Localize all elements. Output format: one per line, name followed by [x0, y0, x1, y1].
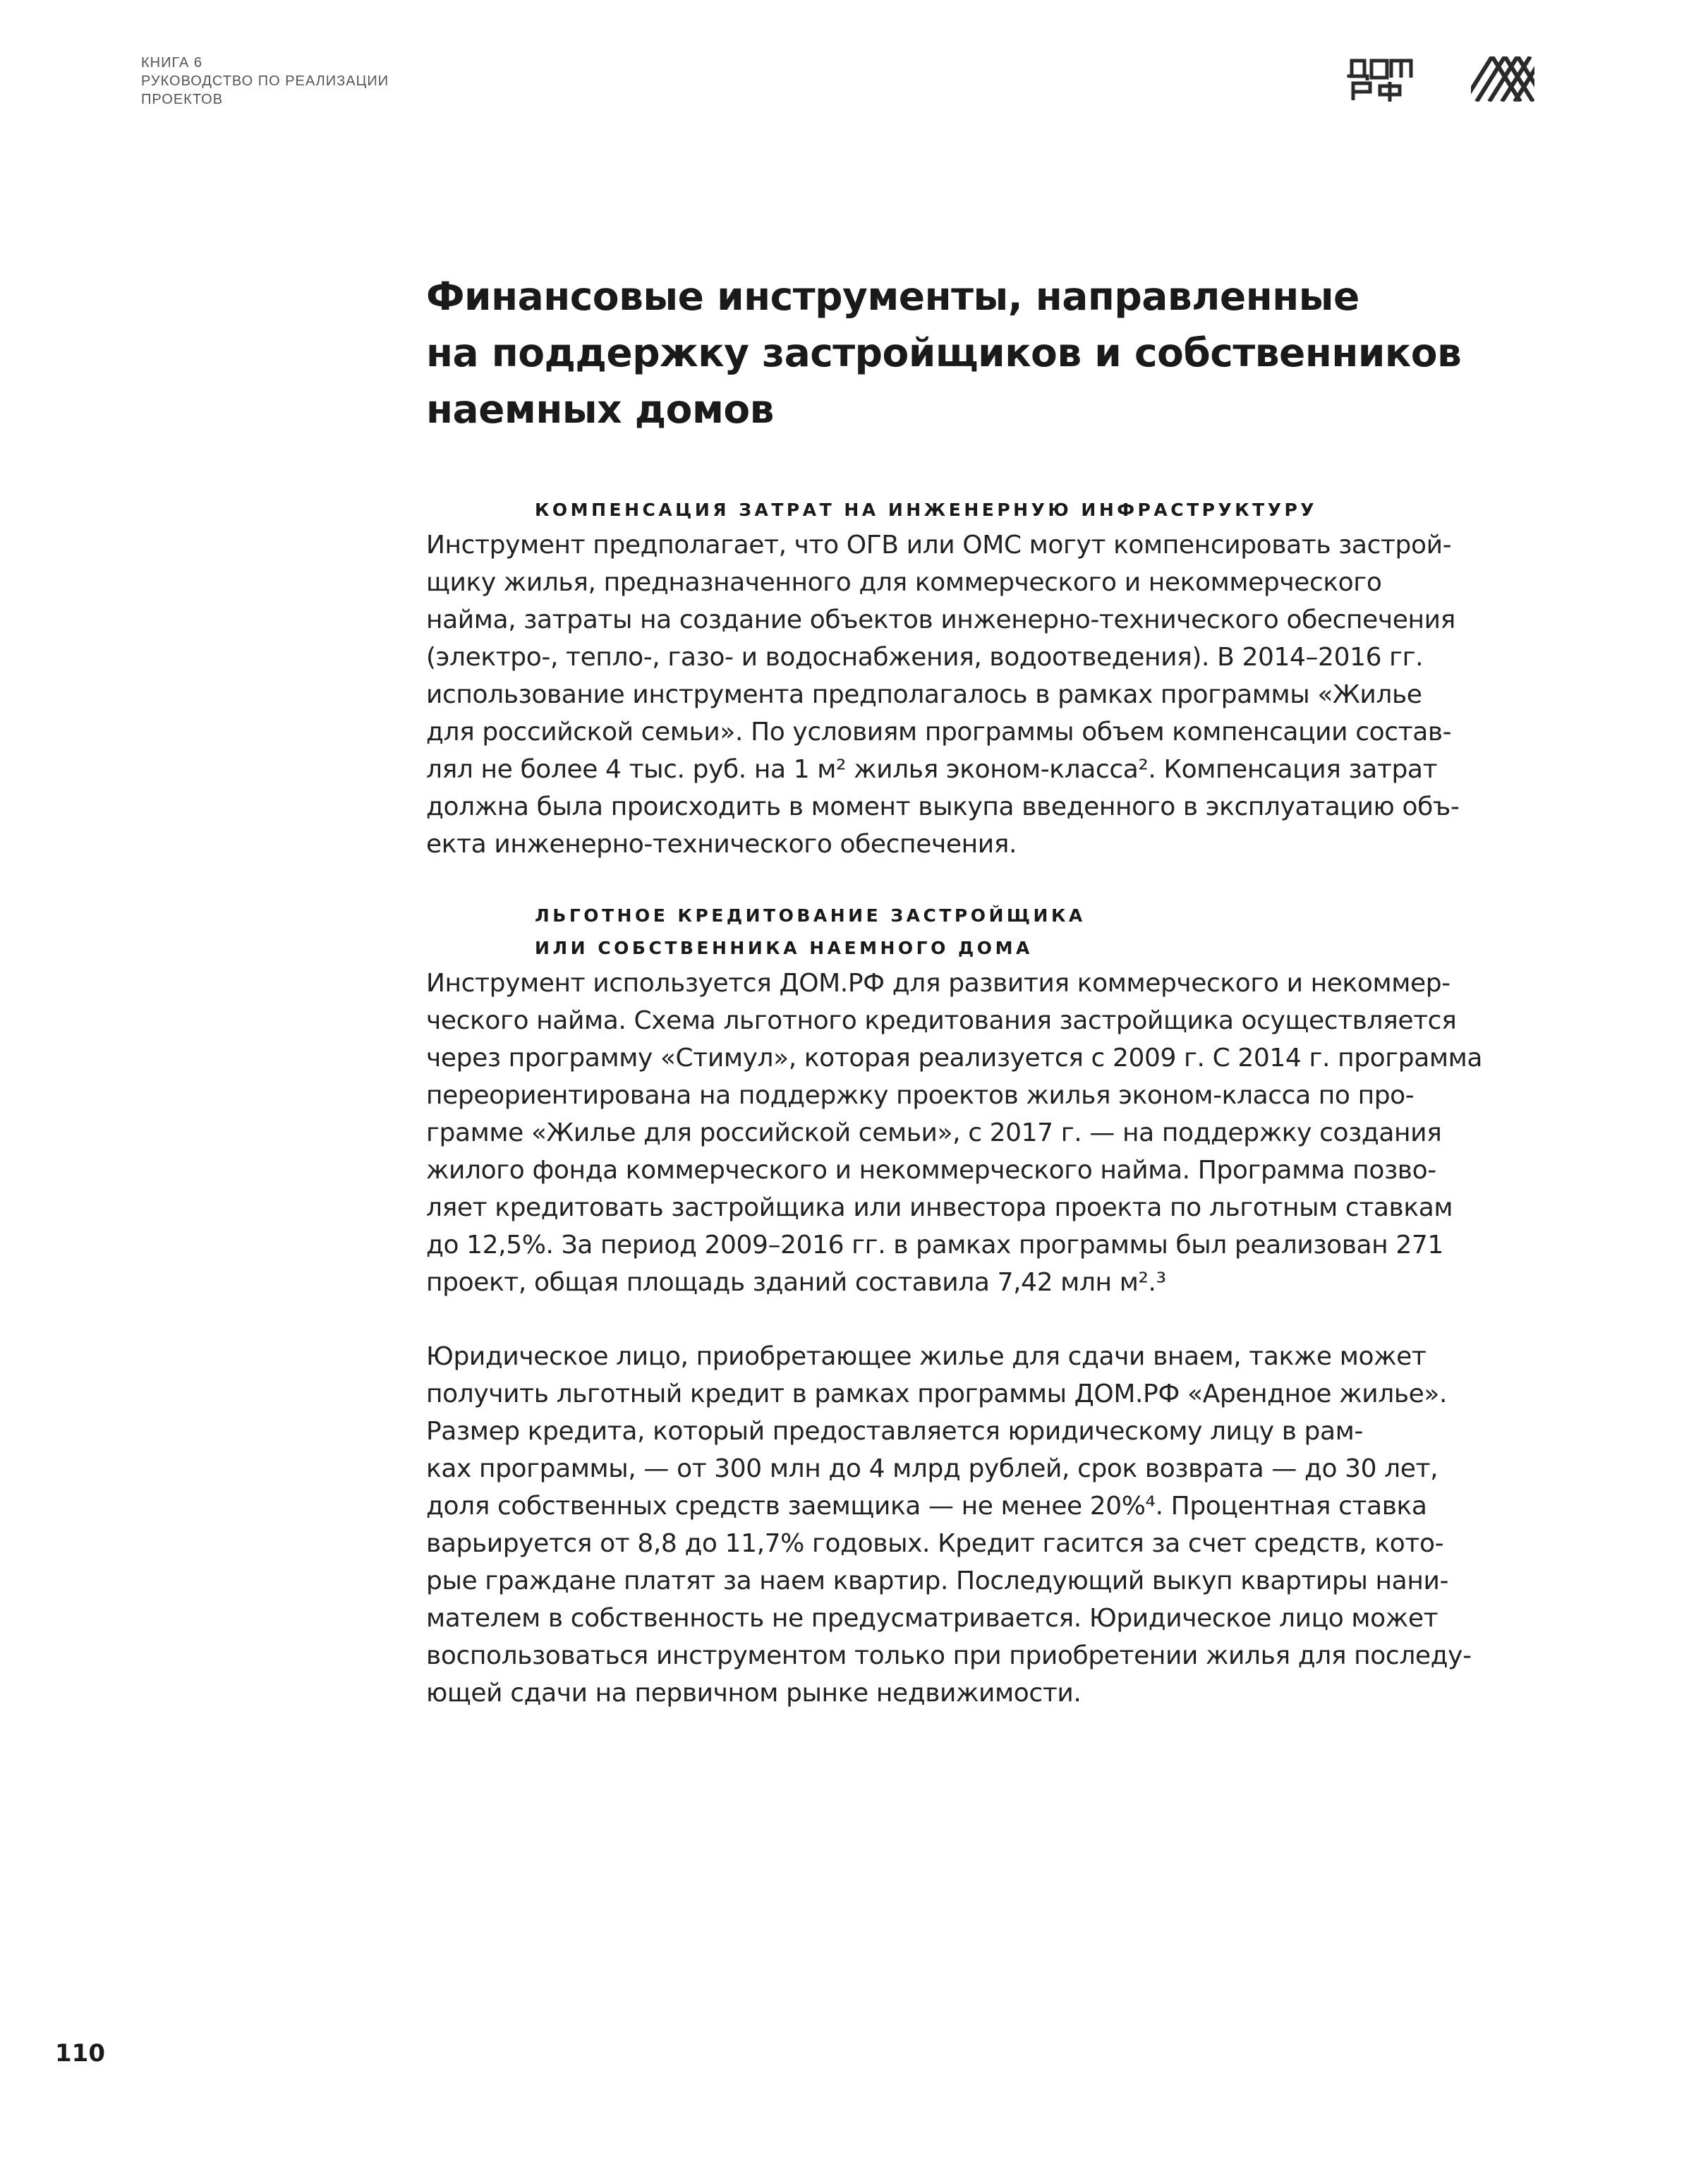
title-line: Финансовые инструменты, направленные	[426, 274, 1359, 319]
section-heading-line: КОМПЕНСАЦИЯ ЗАТРАТ НА ИНЖЕНЕРНУЮ ИНФРАСТРУКТУРУ	[535, 500, 1318, 520]
text-line: до 12,5%. За период 2009–2016 гг. в рамках программы был реализован 271	[426, 1231, 1443, 1260]
section-heading-line: ИЛИ СОБСТВЕННИКА НАЕМНОГО ДОМА	[535, 938, 1033, 958]
text-line: найма, затраты на создание объектов инженерно-технического обеспечения	[426, 605, 1455, 634]
text-line: воспользоваться инструментом только при приобретении жилья для последу-	[426, 1641, 1472, 1670]
text-line: использование инструмента предполагалось в рамках программы «Жилье	[426, 680, 1422, 709]
paragraph-rental-housing	[426, 1338, 1541, 1712]
text-line: (электро-, тепло-, газо- и водоснабжения, водоотведения). В 2014–2016 гг.	[426, 643, 1424, 672]
section-heading-infrastructure	[535, 494, 1541, 526]
text-line: рые граждане платят за наем квартир. Последующий выкуп квартиры нани-	[426, 1567, 1449, 1595]
page-number: 110	[55, 2039, 105, 2068]
text-line: ляет кредитовать застройщика или инвестора проекта по льготным ставкам	[426, 1193, 1453, 1222]
paragraph-preferential-credit	[426, 965, 1541, 1301]
section-heading-preferential-credit	[535, 900, 1541, 965]
running-head	[141, 54, 389, 109]
text-line: переориентирована на поддержку проектов жилья эконом-класса по про-	[426, 1081, 1415, 1110]
section-heading-line: ЛЬГОТНОЕ КРЕДИТОВАНИЕ ЗАСТРОЙЩИКА	[535, 905, 1086, 926]
text-line: щику жилья, предназначенного для коммерческого и некоммерческого	[426, 568, 1382, 597]
main-content	[426, 494, 1541, 1712]
text-line: варьируется от 8,8 до 11,7% годовых. Кредит гасится за счет средств, кото-	[426, 1529, 1444, 1558]
text-line: ческого найма. Схема льготного кредитования застройщика осуществляется	[426, 1006, 1457, 1035]
text-line: должна была происходить в момент выкупа введенного в эксплуатацию объ-	[426, 792, 1460, 821]
section-spacer	[426, 863, 1541, 900]
text-line: лял не более 4 тыс. руб. на 1 м² жилья эконом-класса². Компенсация затрат	[426, 755, 1438, 784]
running-head-line: РУКОВОДСТВО ПО РЕАЛИЗАЦИИ	[141, 73, 389, 89]
text-line: через программу «Стимул», которая реализуется с 2009 г. С 2014 г. программа	[426, 1044, 1483, 1073]
text-line: получить льготный кредит в рамках программы ДОМ.РФ «Арендное жилье».	[426, 1380, 1448, 1408]
page-title	[426, 268, 1555, 437]
text-line: мателем в собственность не предусматривается. Юридическое лицо может	[426, 1604, 1439, 1633]
text-line: ющей сдачи на первичном рынке недвижимости.	[426, 1679, 1082, 1708]
text-line: для российской семьи». По условиям программы объем компенсации состав-	[426, 718, 1452, 747]
text-line: Юридическое лицо, приобретающее жилье для сдачи внаем, также может	[426, 1342, 1427, 1371]
text-line: Размер кредита, который предоставляется юридическому лицу в рам-	[426, 1417, 1364, 1446]
text-line: проект, общая площадь зданий составила 7,42 млн м².³	[426, 1268, 1166, 1297]
dom-rf-logo-icon	[1346, 56, 1414, 103]
running-head-line: ПРОЕКТОВ	[141, 92, 224, 107]
pattern-logo-icon	[1471, 56, 1534, 102]
text-line: ках программы, — от 300 млн до 4 млрд рублей, срок возврата — до 30 лет,	[426, 1454, 1439, 1483]
paragraph-spacer	[426, 1301, 1541, 1338]
text-line: екта инженерно-технического обеспечения.	[426, 830, 1017, 859]
text-line: грамме «Жилье для российской семьи», с 2017 г. — на поддержку создания	[426, 1118, 1442, 1147]
text-line: Инструмент предполагает, что ОГВ или ОМС могут компенсировать застрой-	[426, 531, 1452, 560]
title-line: на поддержку застройщиков и собственников	[426, 330, 1462, 375]
running-head-line: КНИГА 6	[141, 55, 202, 71]
text-line: доля собственных средств заемщика — не менее 20%⁴. Процентная ставка	[426, 1492, 1427, 1521]
text-line: жилого фонда коммерческого и некоммерческого найма. Программа позво-	[426, 1156, 1436, 1185]
paragraph-infrastructure	[426, 526, 1541, 863]
text-line: Инструмент используется ДОМ.РФ для развития коммерческого и некоммер-	[426, 969, 1450, 998]
title-line: наемных домов	[426, 387, 774, 432]
